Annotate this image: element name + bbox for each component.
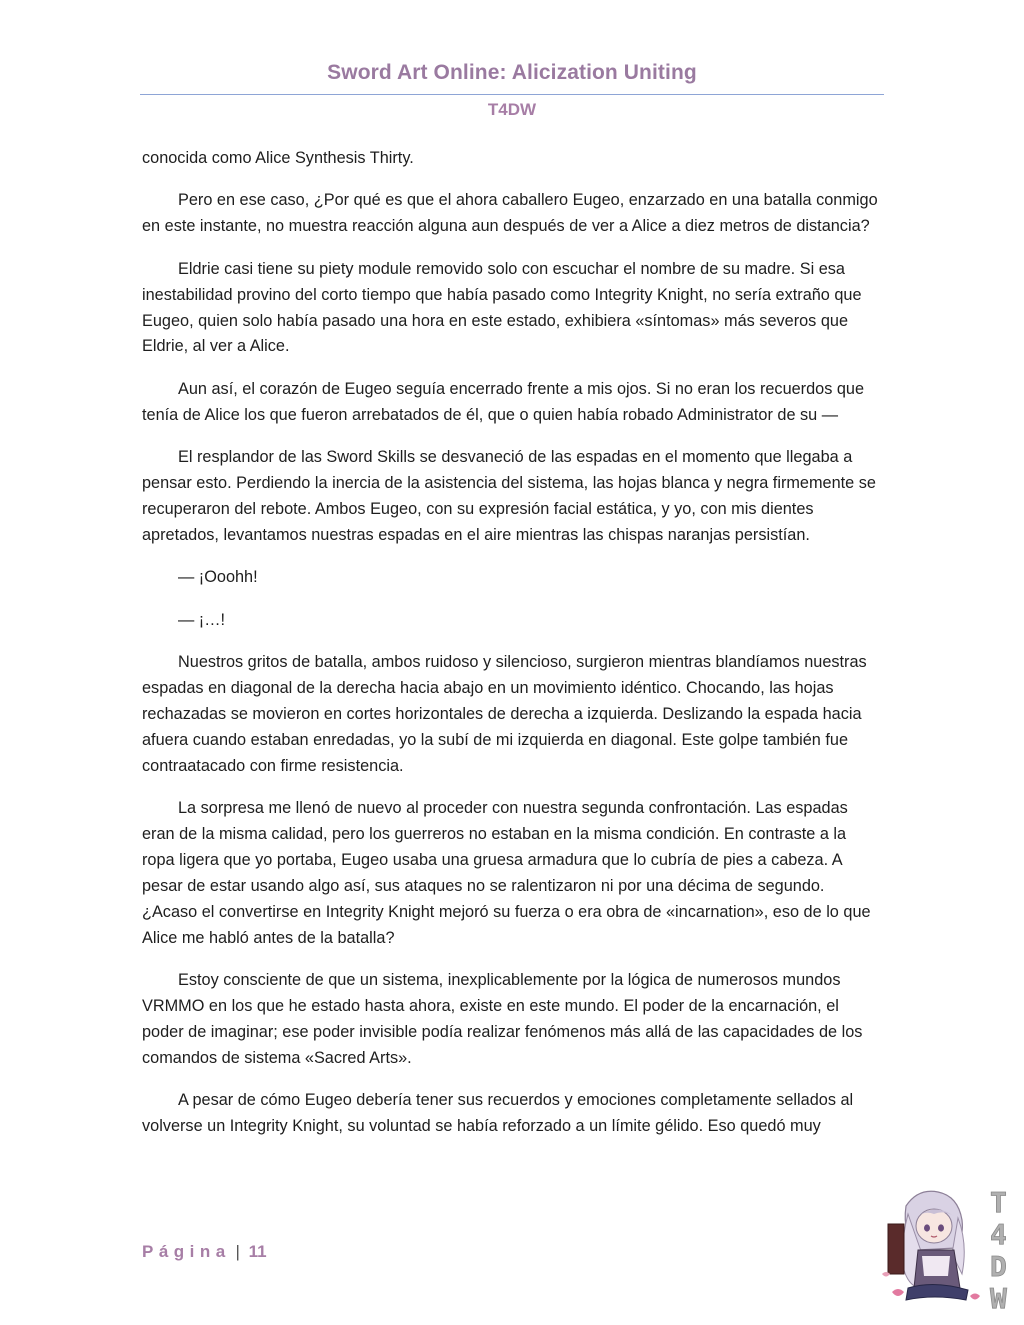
document-title: Sword Art Online: Alicization Uniting [327,61,697,84]
mascot-illustration [882,1191,980,1300]
dialogue-line: — ¡…! [178,610,226,629]
paragraph: El resplandor de las Sword Skills se desvaneció de las espadas en el momento que llegaba a pensar esto. Perdiendo la inercia de la asistencia del sistema, las hojas blanca y negra firmemente se recuperaron del rebote. Ambos Eugeo, con su expresión facial estática, y yo, con mis dientes apretados, levantamos nuestras espadas en el aire mientras las chispas naranjas persistían. [142,448,876,544]
translator-tag: T4DW [487,100,537,119]
page-number: 11 [248,1242,267,1261]
logo-letter: W [990,1282,1007,1312]
page-body [142,146,882,1157]
paragraph: Nuestros gritos de batalla, ambos ruidoso y silencioso, surgieron mientras blandíamos nuestras espadas en diagonal de la derecha hacia abajo en un movimiento idéntico. Chocando, las hojas rechazadas se movieron en cortes horizontales de derecha a izquierda. Deslizando la espada hacia afuera cuando estaban enredadas, yo la subí de mi izquierda en diagonal. Este golpe también fue contraatacado con firme resistencia. [142,653,867,775]
header-divider [140,94,884,95]
logo-letter: 4 [990,1218,1007,1251]
page-footer [142,1242,267,1262]
logo-letter: D [990,1250,1007,1283]
logo-letter: T [990,1186,1007,1219]
paragraph: La sorpresa me llenó de nuevo al proceder con nuestra segunda confrontación. Las espadas eran de la misma calidad, pero los guerreros no estaban en la misma condición. En contraste a la ropa ligera que yo portaba, Eugeo usaba una gruesa armadura que lo cubría de pies a cabeza. A pesar de estar usando algo así, sus ataques no se ralentizaron ni por una décima de segundo. ¿Acaso el convertirse en Integrity Knight mejoró su fuerza o era obra de «incarnation», eso de lo que Alice me habló antes de la batalla? [142,799,871,947]
paragraph: conocida como Alice Synthesis Thirty. [142,149,414,167]
paragraph: Aun así, el corazón de Eugeo seguía encerrado frente a mis ojos. Si no eran los recuerdos que tenía de Alice los que fueron arrebatados de él, que o quien había robado Administrator de su — [142,379,865,424]
t4dw-logo [878,1184,1024,1312]
paragraph: Pero en ese caso, ¿Por qué es que el ahora caballero Eugeo, enzarzado en una batalla conmigo en este instante, no muestra reacción alguna aun después de ver a Alice a diez metros de distancia? [142,191,878,236]
paragraph: Eldrie casi tiene su piety module removido solo con escuchar el nombre de su madre. Si esa inestabilidad provino del corto tiempo que había pasado como Integrity Knight, no sería extraño que Eugeo, quien solo había pasado una hora en este estado, exhibiera «síntomas» más severos que Eldrie, al ver a Alice. [142,259,862,356]
page-label: Página [142,1242,231,1261]
paragraph: A pesar de cómo Eugeo debería tener sus recuerdos y emociones completamente sellados al volverse un Integrity Knight, su voluntad se había reforzado a un límite gélido. Eso quedó muy [142,1091,854,1136]
paragraph: Estoy consciente de que un sistema, inexplicablemente por la lógica de numerosos mundos VRMMO en los que he estado hasta ahora, existe en este mundo. El poder de la encarnación, el poder de imaginar; ese poder invisible podía realizar fenómenos más allá de las capacidades de los comandos de sistema «Sacred Arts». [142,971,863,1067]
dialogue-line: — ¡Ooohh! [178,568,258,587]
page-separator: | [235,1242,240,1261]
